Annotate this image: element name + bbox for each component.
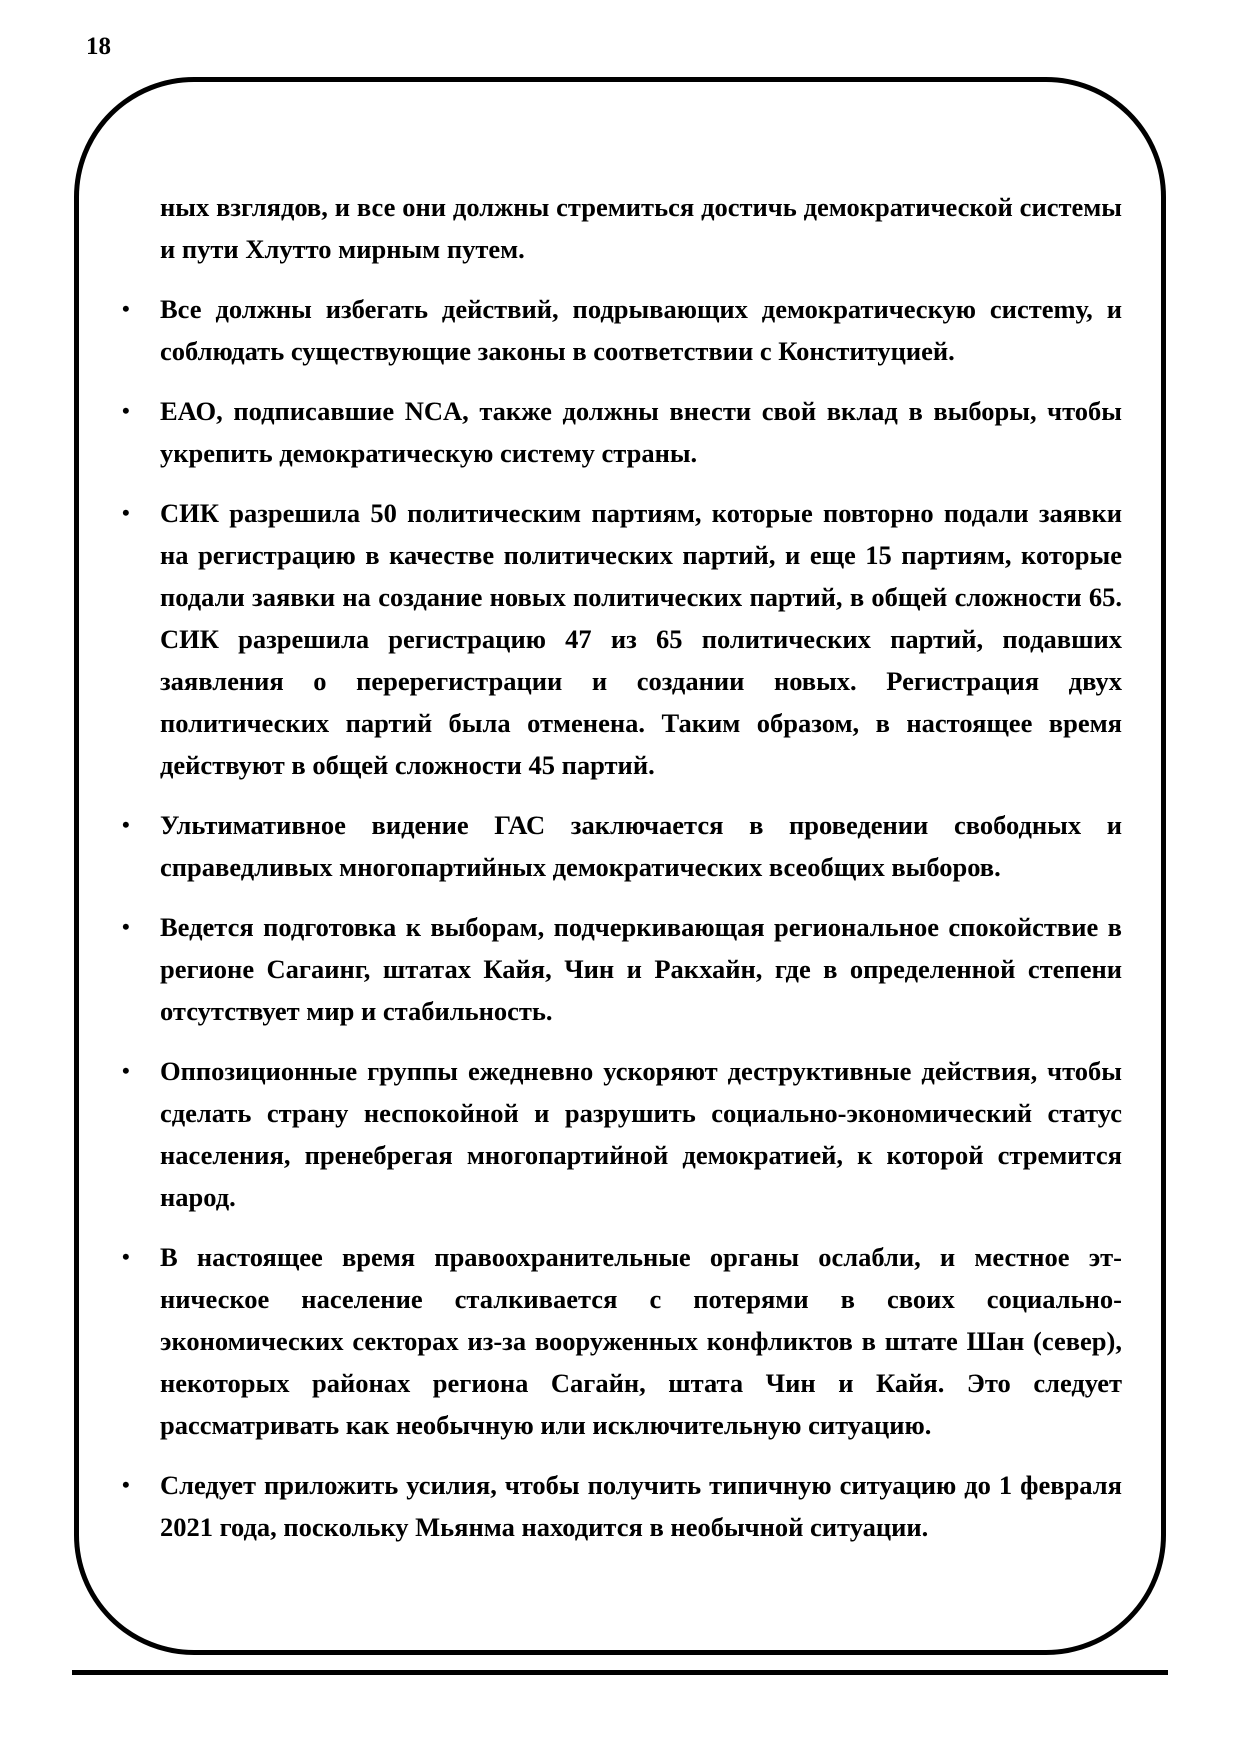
bullet-text: Ультимативное видение ГАС заключается в проведении свободных и справедливых многопартийных демократических всеобщих выборов. xyxy=(160,810,1122,882)
bullet-item xyxy=(122,288,1122,372)
continuation-paragraph: ных взглядов, и все они должны стремиться достичь демократической системы и пути Хлутто мирным путем. xyxy=(160,192,1122,264)
page-number: 18 xyxy=(86,33,111,60)
bullet-icon: • xyxy=(122,914,130,939)
bullet-icon: • xyxy=(122,296,130,321)
bullet-icon: • xyxy=(122,500,130,525)
bullet-item xyxy=(122,1464,1122,1548)
bullet-item xyxy=(122,804,1122,888)
bullet-text: ЕАО, подписавшие NCA, также должны внести свой вклад в выборы, чтобы укрепить демократическую систему страны. xyxy=(160,396,1122,468)
bullet-icon: • xyxy=(122,398,130,423)
bullet-icon: • xyxy=(122,1472,130,1497)
bullet-item xyxy=(122,1050,1122,1218)
bullet-text: Все должны избегать действий, подрывающих демократическую систеmу, и соблюдать существующие законы в соответствии с Конституцией. xyxy=(160,294,1122,366)
bullet-item xyxy=(122,390,1122,474)
bullet-text: Оппозиционные группы ежедневно ускоряют деструктивные действия, чтобы сделать страну неспокойной и разрушить социально-экономический статус населения, пренебрегая многопартийной демократией, к которой стремится народ. xyxy=(160,1056,1122,1212)
bullet-item xyxy=(122,906,1122,1032)
bullet-icon: • xyxy=(122,1244,130,1269)
bullet-text: В настоящее время правоохранительные органы ослабли, и местное этническое население сталкивается с потерями в своих социально-экономических секторах из-за вооруженных конфликтов в штате Шан (север), некоторых районах региона Сагайн, штата Чин и Кайя. Это следует рассматривать как необычную или исключительную ситуацию. xyxy=(160,1242,1122,1440)
frame-content xyxy=(122,186,1122,1566)
bullet-text: Ведется подготовка к выборам, подчеркивающая региональное спокойствие в регионе Сагаинг, штатах Кайя, Чин и Ракхайн, где в определенной степени отсутствует мир и стабильность. xyxy=(160,912,1122,1026)
bullet-icon: • xyxy=(122,812,130,837)
bullet-text: Следует приложить усилия, чтобы получить типичную ситуацию до 1 февраля 2021 года, поскольку Мьянма находится в необычной ситуации. xyxy=(160,1470,1122,1542)
bullet-item xyxy=(122,492,1122,786)
bullet-icon: • xyxy=(122,1058,130,1083)
bullet-list xyxy=(122,288,1122,1548)
bullet-item xyxy=(122,1236,1122,1446)
footer-rule xyxy=(72,1670,1168,1675)
bullet-text: СИК разрешила 50 политическим партиям, которые повторно подали заявки на регистрацию в качестве политических партий, и еще 15 партиям, которые подали заявки на создание новых политических партий, в общей сложности 65. СИК разрешила регистрацию 47 из 65 политических партий, подавших заявления о перерегистрации и создании новых. Регистрация двух политических партий была отменена. Таким образом, в настоящее время действуют в общей сложности 45 партий. xyxy=(160,498,1122,780)
